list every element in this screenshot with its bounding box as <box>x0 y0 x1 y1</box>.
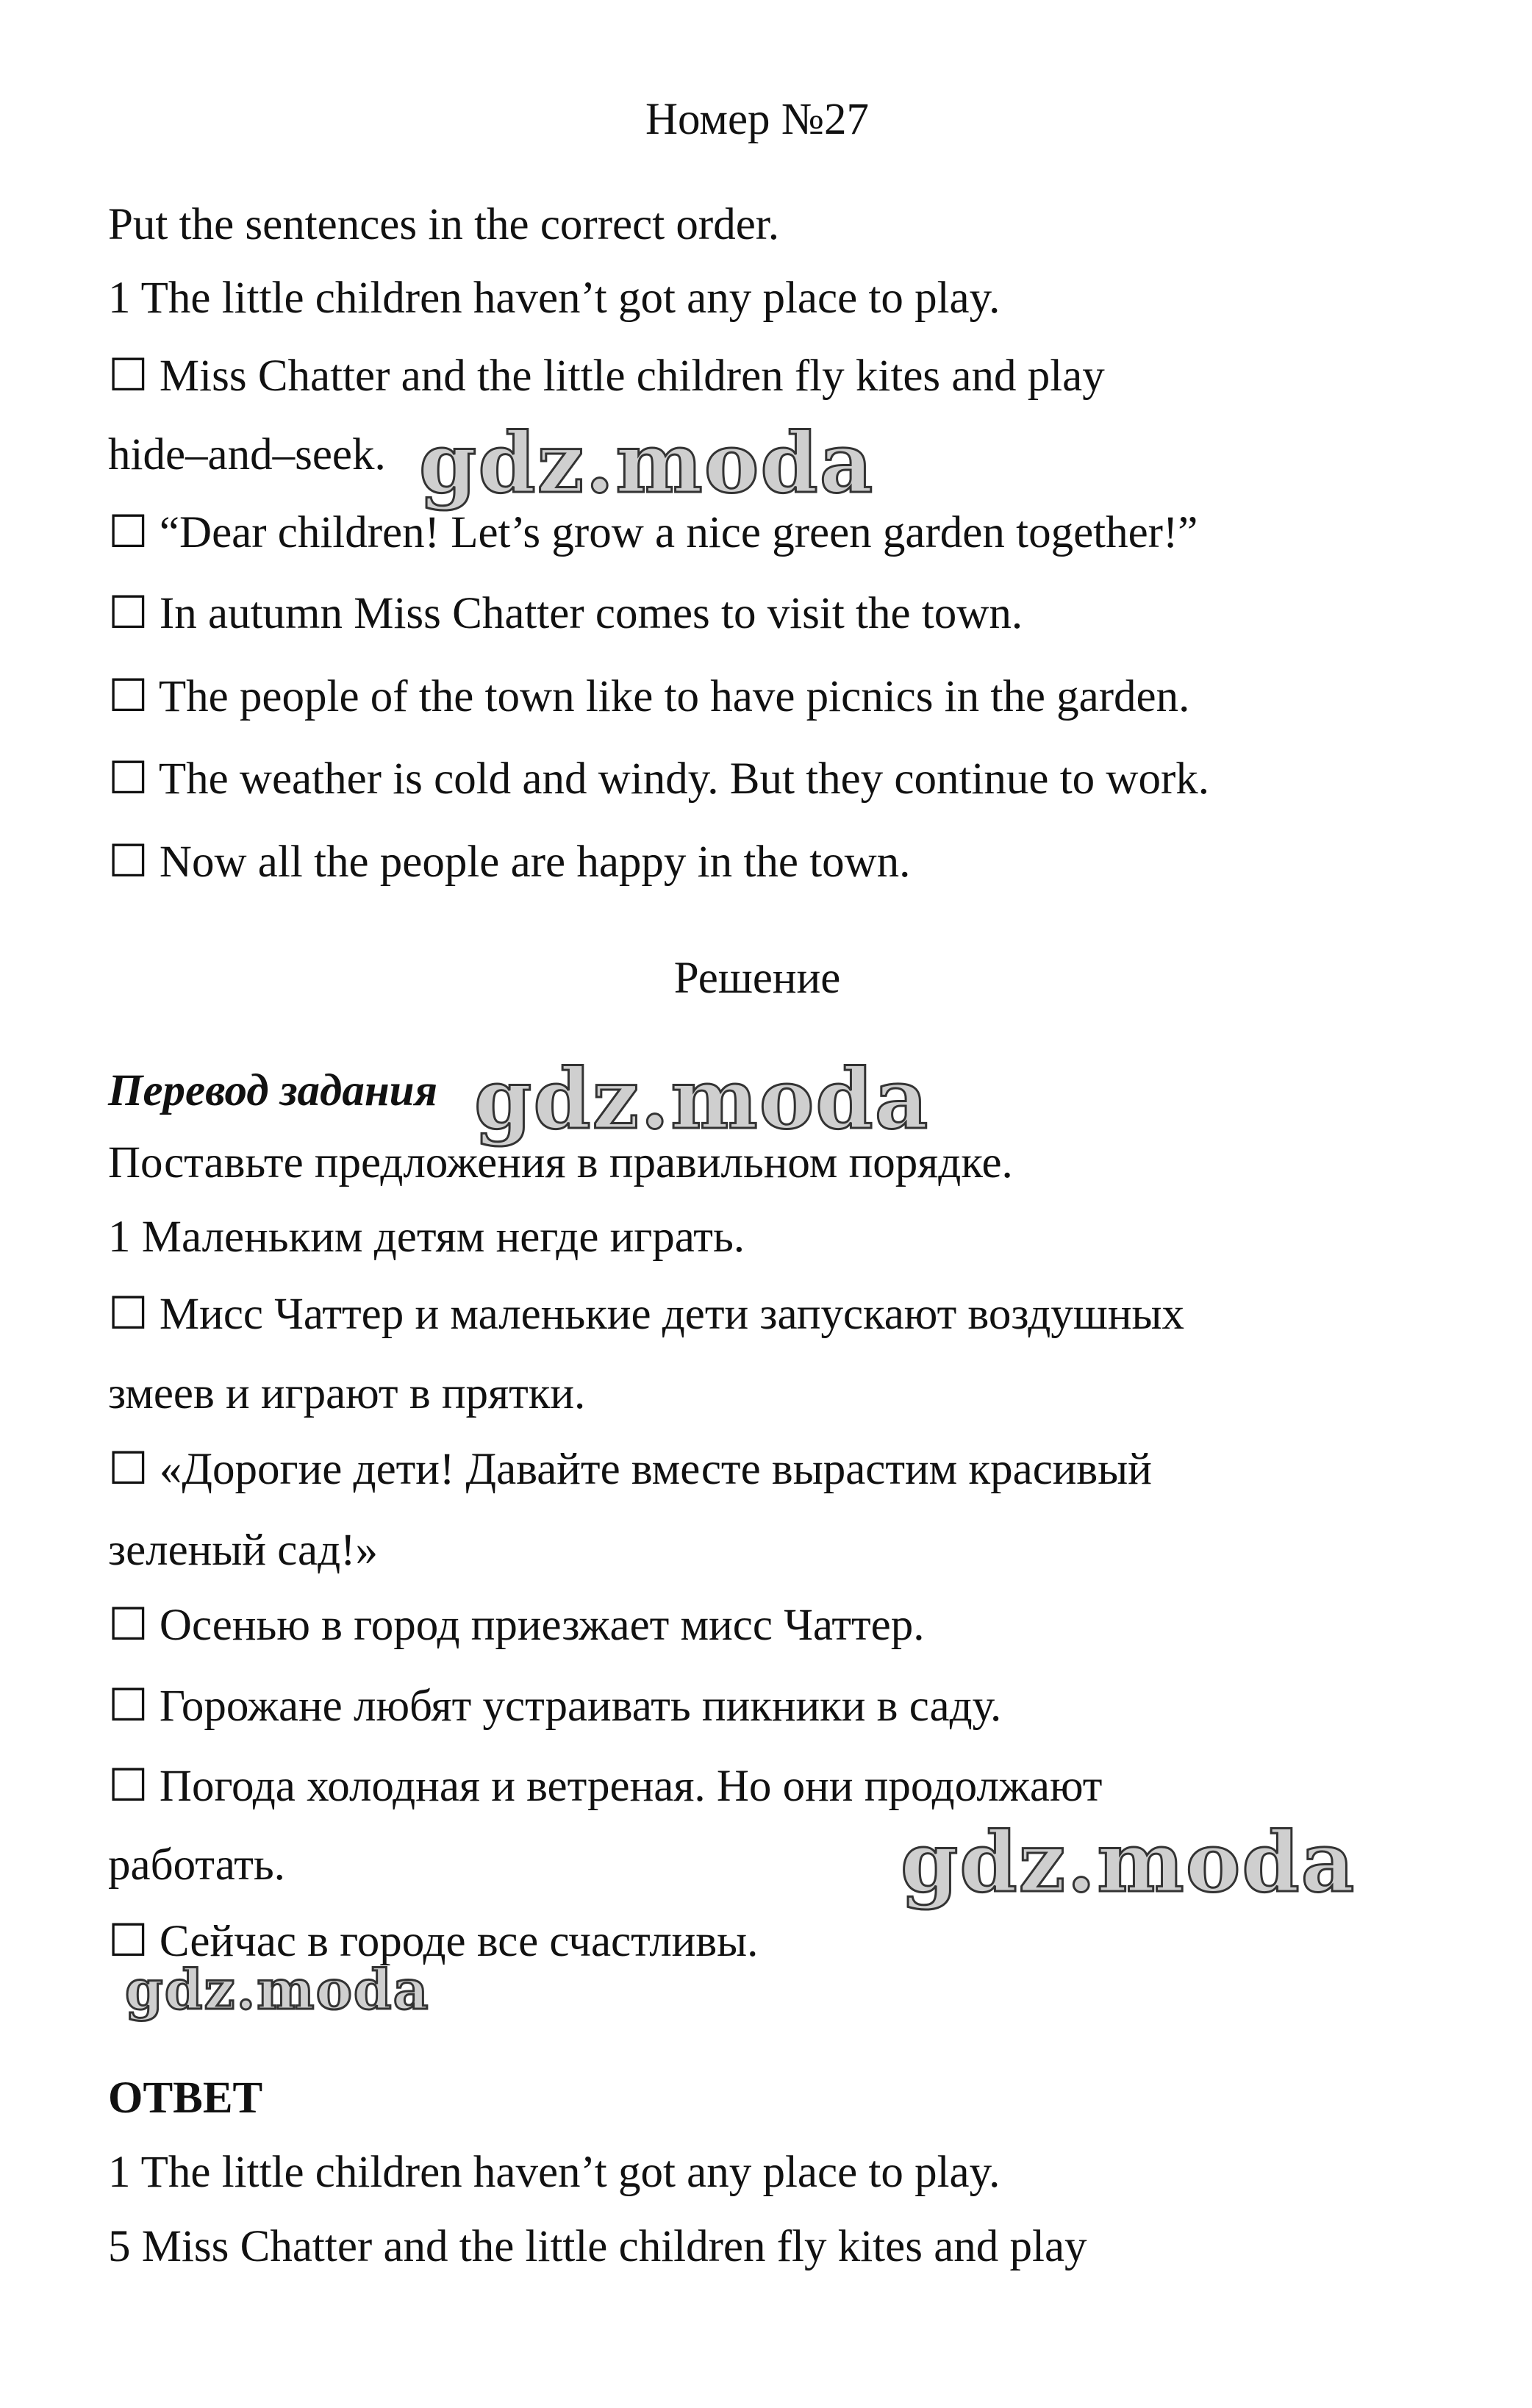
translation-line: ☐ Мисс Чаттер и маленькие дети запускают воздушных <box>108 1290 1184 1339</box>
translation-line: ☐ «Дорогие дети! Давайте вместе вырастим красивый <box>108 1445 1152 1494</box>
translation-line: ☐ Погода холодная и ветреная. Но они продолжают <box>108 1762 1103 1811</box>
watermark-logo: gdz.moda <box>419 415 875 512</box>
watermark-logo: gdz.moda <box>474 1051 930 1148</box>
task-line: ☐ In autumn Miss Chatter comes to visit the town. <box>108 589 1023 638</box>
translation-line: 1 Маленьким детям негде играть. <box>108 1212 745 1262</box>
page-title: Номер №27 <box>645 95 870 144</box>
task-line: ☐ The people of the town like to have picnics in the garden. <box>108 672 1190 721</box>
watermark-logo: gdz.moda <box>125 1959 430 2022</box>
task-line: ☐ “Dear children! Let’s grow a nice green garden together!” <box>108 508 1198 557</box>
translation-line: Поставьте предложения в правильном порядке. <box>108 1138 1013 1187</box>
solution-heading: Решение <box>673 954 841 1003</box>
task-line: ☐ Miss Chatter and the little children fly kites and play <box>108 351 1105 401</box>
answer-heading: ОТВЕТ <box>108 2073 263 2123</box>
translation-line: змеев и играют в прятки. <box>108 1369 586 1418</box>
answer-line: 1 The little children haven’t got any place to play. <box>108 2148 1001 2197</box>
watermark-logo: gdz.moda <box>901 1815 1356 1911</box>
task-line: ☐ The weather is cold and windy. But they continue to work. <box>108 754 1210 804</box>
task-line: 1 The little children haven’t got any place to play. <box>108 274 1001 323</box>
translation-line: работать. <box>108 1840 285 1890</box>
answer-line: 5 Miss Chatter and the little children fly kites and play <box>108 2222 1087 2271</box>
translation-heading: Перевод задания <box>108 1066 438 1115</box>
translation-line: ☐ Горожане любят устраивать пикники в саду. <box>108 1682 1002 1731</box>
translation-line: ☐ Осенью в город приезжает мисс Чаттер. <box>108 1601 925 1650</box>
translation-line: ☐ Сейчас в городе все счастливы. <box>108 1917 759 1966</box>
task-line: hide–and–seek. <box>108 430 386 479</box>
task-line: ☐ Now all the people are happy in the town. <box>108 837 911 887</box>
task-instruction: Put the sentences in the correct order. <box>108 200 779 249</box>
translation-line: зеленый сад!» <box>108 1526 378 1575</box>
